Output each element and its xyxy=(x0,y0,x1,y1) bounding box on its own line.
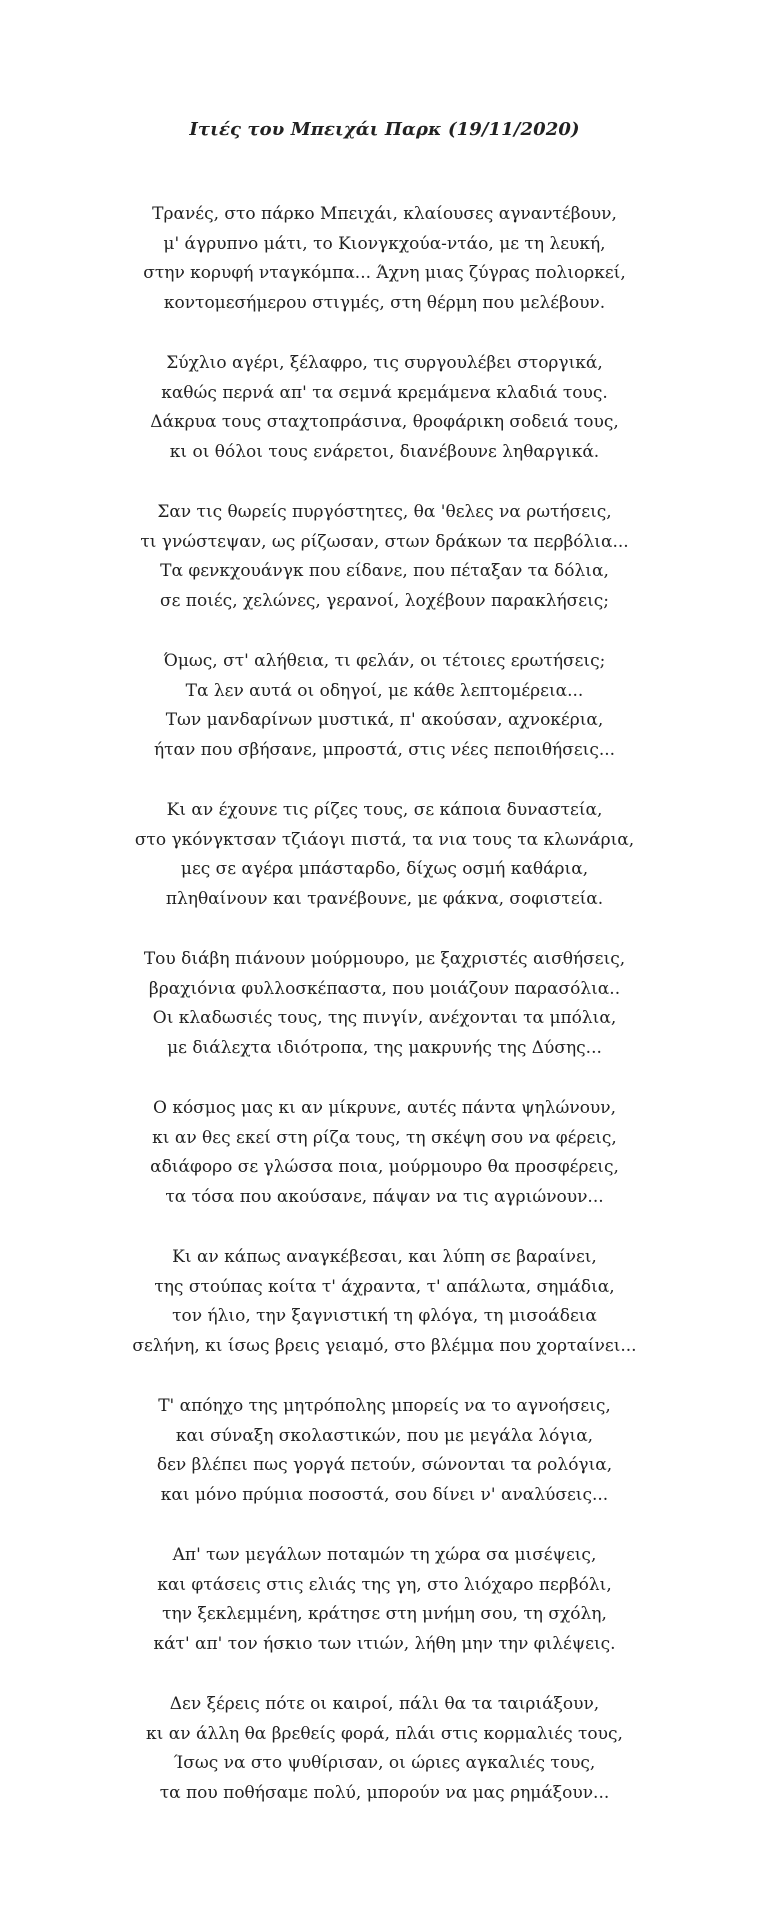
poem-line: κι αν άλλη θα βρεθείς φορά, πλάι στις κορμαλιές τους, xyxy=(146,1723,623,1744)
poem-line: δεν βλέπει πως γοργά πετούν, σώνονται τα ρολόγια, xyxy=(156,1455,613,1475)
poem-line: τον ήλιο, την ξαγνιστική τη φλόγα, τη μισοάδεια xyxy=(172,1306,597,1326)
poem-stanza xyxy=(0,1094,769,1212)
poem-line: Κι αν κάπως αναγκέβεσαι, και λύπη σε βαραίνει, xyxy=(172,1247,597,1267)
poem-line: κάτ' απ' τον ήσκιο των ιτιών, λήθη μην την φιλέψεις. xyxy=(153,1633,616,1654)
poem-line: κοντομεσήμερου στιγμές, στη θέρμη που μελέβουν. xyxy=(163,292,606,313)
poem-line: Όμως, στ' αλήθεια, τι φελάν, οι τέτοιες ερωτήσεις; xyxy=(163,651,606,671)
poem-line: στο γκόνγκτσαν τζιάογι πιστά, τα νια τους τα κλωνάρια, xyxy=(134,829,635,850)
poem-stanza xyxy=(0,945,769,1063)
poem-line: της στούπας κοίτα τ' άχραντα, τ' απάλωτα, σημάδια, xyxy=(154,1276,615,1297)
poem-line: Του διάβη πιάνουν μούρμουρο, με ξαχριστές αισθήσεις, xyxy=(143,949,626,969)
poem-line: κι οι θόλοι τους ενάρετοι, διανέβουνε ληθαργικά. xyxy=(169,441,600,462)
poem-line: Ο κόσμος μας κι αν μίκρυνε, αυτές πάντα ψηλώνουν, xyxy=(152,1098,617,1118)
poem-line: Των μανδαρίνων μυστικά, π' ακούσαν, αχνοκέρια, xyxy=(165,710,604,730)
poem-stanza xyxy=(0,200,769,318)
poem-line: Σαν τις θωρείς πυργόστητες, θα 'θελες να ρωτήσεις, xyxy=(157,502,612,522)
poem-line: και μόνο πρύμια ποσοστά, σου δίνει ν' αναλύσεις... xyxy=(160,1484,609,1505)
poem-line: καθώς περνά απ' τα σεμνά κρεμάμενα κλαδιά τους. xyxy=(161,382,608,403)
poem-line: και σύναξη σκολαστικών, που με μεγάλα λόγια, xyxy=(175,1425,594,1446)
poem-line: τι γνώστεψαν, ως ρίζωσαν, στων δράκων τα περβόλια... xyxy=(140,531,629,552)
poem-line: μ' άγρυπνο μάτι, το Κιονγκχούα-ντάο, με τη λευκή, xyxy=(163,233,606,254)
poem-line: Κι αν έχουνε τις ρίζες τους, σε κάποια δυναστεία, xyxy=(166,800,603,820)
poem-stanza xyxy=(0,1541,769,1659)
poem-stanza xyxy=(0,1392,769,1510)
poem-line: Ίσως να στο ψυθίρισαν, οι ώριες αγκαλιές τους, xyxy=(173,1753,596,1773)
poem-line: κι αν θες εκεί στη ρίζα τους, τη σκέψη σου να φέρεις, xyxy=(152,1127,617,1148)
poem-line: στην κορυφή νταγκόμπα... Άχνη μιας ζύγρας πολιορκεί, xyxy=(143,263,626,283)
poem-line: πληθαίνουν και τρανέβουνε, με φάκνα, σοφιστεία. xyxy=(165,888,604,909)
poem-line: Τα φενκχουάνγκ που είδανε, που πέταξαν τα δόλια, xyxy=(160,561,609,581)
poem-line: σε ποιές, χελώνες, γερανοί, λοχέβουν παρακλήσεις; xyxy=(159,590,609,611)
poem-line: Δεν ξέρεις πότε οι καιροί, πάλι θα τα ταιριάξουν, xyxy=(169,1694,600,1714)
poem-stanza xyxy=(0,796,769,914)
poem-line: μες σε αγέρα μπάσταρδο, δίχως οσμή καθάρια, xyxy=(180,859,589,879)
poem-line: σελήνη, κι ίσως βρεις γειαμό, στο βλέμμα που χορταίνει... xyxy=(132,1335,637,1356)
poem-stanza xyxy=(0,349,769,467)
poem-body xyxy=(0,200,769,1808)
poem-line: την ξεκλεμμένη, κράτησε στη μνήμη σου, τη σχόλη, xyxy=(162,1604,607,1624)
poem-line: Τ' απόηχο της μητρόπολης μπορείς να το αγνοήσεις, xyxy=(158,1396,611,1416)
poem-stanza xyxy=(0,1690,769,1808)
poem-line: Τρανές, στο πάρκο Μπειχάι, κλαίουσες αγναντέβουν, xyxy=(152,204,617,224)
poem-stanza xyxy=(0,1243,769,1361)
poem-line: Σύχλιο αγέρι, ξέλαφρο, τις συργουλέβει στοργικά, xyxy=(166,353,603,373)
poem-stanza xyxy=(0,498,769,616)
poem-line: με διάλεχτα ιδιότροπα, της μακρυνής της Δύσης... xyxy=(167,1037,602,1058)
poem-line: Οι κλαδωσιές τους, της πινγίν, ανέχονται τα μπόλια, xyxy=(152,1008,617,1028)
poem-line: αδιάφορο σε γλώσσα ποια, μούρμουρο θα προσφέρεις, xyxy=(150,1157,619,1177)
poem-line: τα που ποθήσαμε πολύ, μπορούν να μας ρημάξουν... xyxy=(159,1782,610,1803)
poem-line: Δάκρυα τους σταχτοπράσινα, θροφάρικη σοδειά τους, xyxy=(150,412,619,432)
poem-title: Ιτιές του Μπειχάι Παρκ (19/11/2020) xyxy=(189,119,580,140)
poem-line: Τα λεν αυτά οι οδηγοί, με κάθε λεπτομέρεια... xyxy=(185,680,584,701)
poem-line: τα τόσα που ακούσανε, πάψαν να τις αγριώνουν... xyxy=(165,1186,604,1207)
poem-stanza xyxy=(0,647,769,765)
poem-line: και φτάσεις στις ελιάς της γη, στο λιόχαρο περβόλι, xyxy=(157,1574,612,1595)
poem-line: Απ' των μεγάλων ποταμών τη χώρα σα μισέψεις, xyxy=(172,1545,597,1565)
poem-line: βραχιόνια φυλλοσκέπαστα, που μοιάζουν παρασόλια.. xyxy=(148,978,621,999)
poem-line: ήταν που σβήσανε, μπροστά, στις νέες πεποιθήσεις... xyxy=(153,739,616,760)
